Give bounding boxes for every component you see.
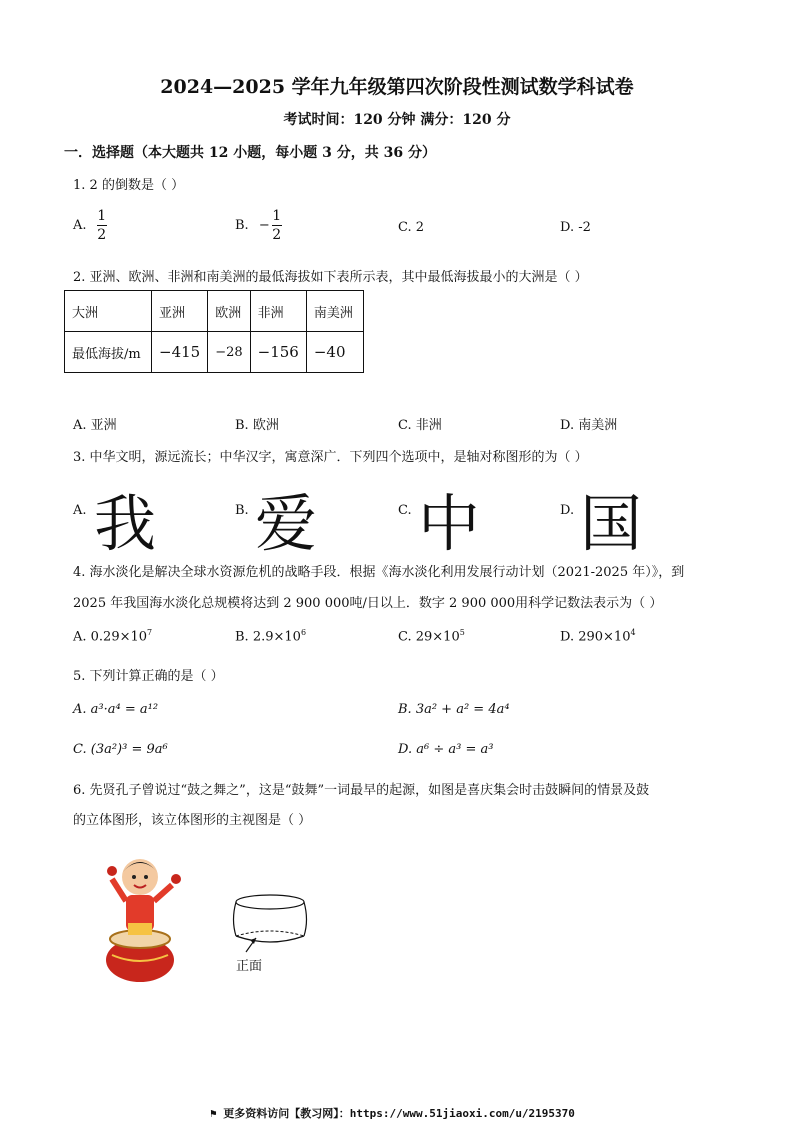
q1-b-num: 1: [272, 208, 282, 224]
altitude-table: [64, 290, 364, 373]
boy-eye: [144, 875, 148, 879]
table-cell: −156: [250, 332, 306, 373]
footer-link[interactable]: [210, 1105, 575, 1121]
q4-b-exp: 6: [300, 628, 307, 637]
drum-right-side: [304, 902, 307, 936]
q4-option-d: [560, 628, 636, 644]
q4-option-a: [73, 628, 152, 644]
q4-a-text: A. 0.29×10: [73, 629, 148, 645]
q3-a-char: 我: [94, 487, 157, 560]
q2-option-b: B. 欧洲: [235, 418, 279, 433]
q1-option-b: [235, 208, 282, 243]
q1-a-label: A.: [73, 218, 87, 233]
q3-c-label: C.: [398, 503, 412, 518]
q4-c-exp: 5: [459, 628, 465, 637]
q1-b-sign: −: [258, 218, 270, 233]
table-cell: −415: [152, 332, 208, 373]
q2-option-a: A. 亚洲: [73, 418, 117, 433]
q6-stem-line2: 的立体图形，该立体图形的主视图是（ ）: [73, 813, 312, 828]
section-heading: 一．选择题（本大题共 12 小题，每小题 3 分，共 36 分）: [64, 145, 436, 161]
drum-bottom-hidden: [236, 931, 304, 936]
table-cell: −40: [306, 332, 363, 373]
drummer-boy-illustration: [100, 845, 200, 985]
q3-c-char: 中: [418, 487, 481, 560]
q4-b-text: B. 2.9×10: [235, 629, 301, 645]
q4-d-text: D. 290×10: [560, 629, 631, 645]
q4-stem-line2: 2025 年我国海水淡化总规模将达到 2 900 000吨/日以上．数字 2 900 000用科学记数法表示为（ ）: [73, 596, 663, 611]
boy-arm: [154, 885, 172, 901]
q2-option-c: C. 非洲: [398, 418, 442, 433]
drumstick-head: [171, 874, 181, 884]
q3-b-char: 爱: [255, 487, 318, 560]
q4-stem-line1: 4. 海水淡化是解决全球水资源危机的战略手段．根据《海水淡化利用发展行动计划（2021-2025 年）》，到: [73, 565, 685, 580]
q3-a-label: A.: [73, 503, 87, 518]
exam-info: 考试时间：120 分钟 满分：120 分: [283, 112, 511, 128]
drumstick-head: [107, 866, 117, 876]
q5-option-b: B. 3a² + a² = 4a⁴: [398, 702, 510, 717]
table-row: [65, 332, 364, 373]
q4-option-b: [235, 628, 306, 644]
q5-option-d: D. a⁶ ÷ a³ = a³: [398, 742, 494, 757]
q3-b-label: B.: [235, 503, 249, 518]
q1-option-c: C. 2: [398, 220, 425, 235]
q4-d-exp: 4: [630, 628, 636, 637]
q4-option-c: [398, 628, 465, 644]
table-header-row: [65, 291, 364, 332]
flag-icon: ⚑: [210, 1107, 224, 1120]
boy-face: [122, 859, 158, 895]
front-label: 正面: [236, 959, 263, 974]
q1-a-num: 1: [97, 208, 107, 224]
q1-option-d: D. -2: [560, 220, 591, 235]
drum-top-ellipse: [236, 895, 304, 909]
table-cell: 亚洲: [152, 291, 208, 332]
table-cell: 最低海拔/m: [65, 332, 152, 373]
table-cell: 大洲: [65, 291, 152, 332]
q1-option-a: [73, 208, 107, 243]
q5-stem: 5. 下列计算正确的是（ ）: [73, 669, 224, 684]
drum-solid-figure: [228, 890, 318, 960]
q1-b-fraction: [272, 208, 282, 243]
q5-option-c: C. (3a²)³ = 9a⁶: [73, 742, 168, 757]
q4-a-exp: 7: [147, 628, 153, 637]
table-cell: −28: [208, 332, 250, 373]
q3-d-label: D.: [560, 503, 575, 518]
q1-a-fraction: [97, 208, 107, 243]
q1-stem: 1. 2 的倒数是（ ）: [73, 178, 185, 193]
q1-a-den: 2: [97, 227, 107, 243]
paper-title: 2024—2025 学年九年级第四次阶段性测试数学科试卷: [160, 76, 634, 98]
q1-b-label: B.: [235, 218, 249, 233]
q2-option-d: D. 南美洲: [560, 418, 618, 433]
boy-pants: [128, 923, 152, 935]
q4-c-text: C. 29×10: [398, 629, 460, 645]
table-cell: 欧洲: [208, 291, 250, 332]
table-cell: 非洲: [250, 291, 306, 332]
q1-b-den: 2: [272, 227, 282, 243]
footer-text: 更多资料访问【教习网】：https://www.51jiaoxi.com/u/2195370: [223, 1107, 575, 1120]
q2-stem: 2. 亚洲、欧洲、非洲和南美洲的最低海拔如下表所示表，其中最低海拔最小的大洲是（ ）: [73, 270, 588, 285]
table-cell: 南美洲: [306, 291, 363, 332]
q6-stem-line1: 6. 先贤孔子曾说过“鼓之舞之”，这是“鼓舞”一词最早的起源，如图是喜庆集会时击鼓瞬间的情景及鼓: [73, 783, 650, 798]
drum-left-side: [234, 902, 237, 936]
boy-eye: [132, 875, 136, 879]
q3-d-char: 国: [580, 487, 643, 560]
drum-bottom-front: [236, 936, 304, 942]
q3-stem: 3. 中华文明，源远流长；中华汉字，寓意深广．下列四个选项中，是轴对称图形的为（ ）: [73, 450, 588, 465]
q5-option-a: A. a³·a⁴ = a¹²: [73, 702, 159, 717]
